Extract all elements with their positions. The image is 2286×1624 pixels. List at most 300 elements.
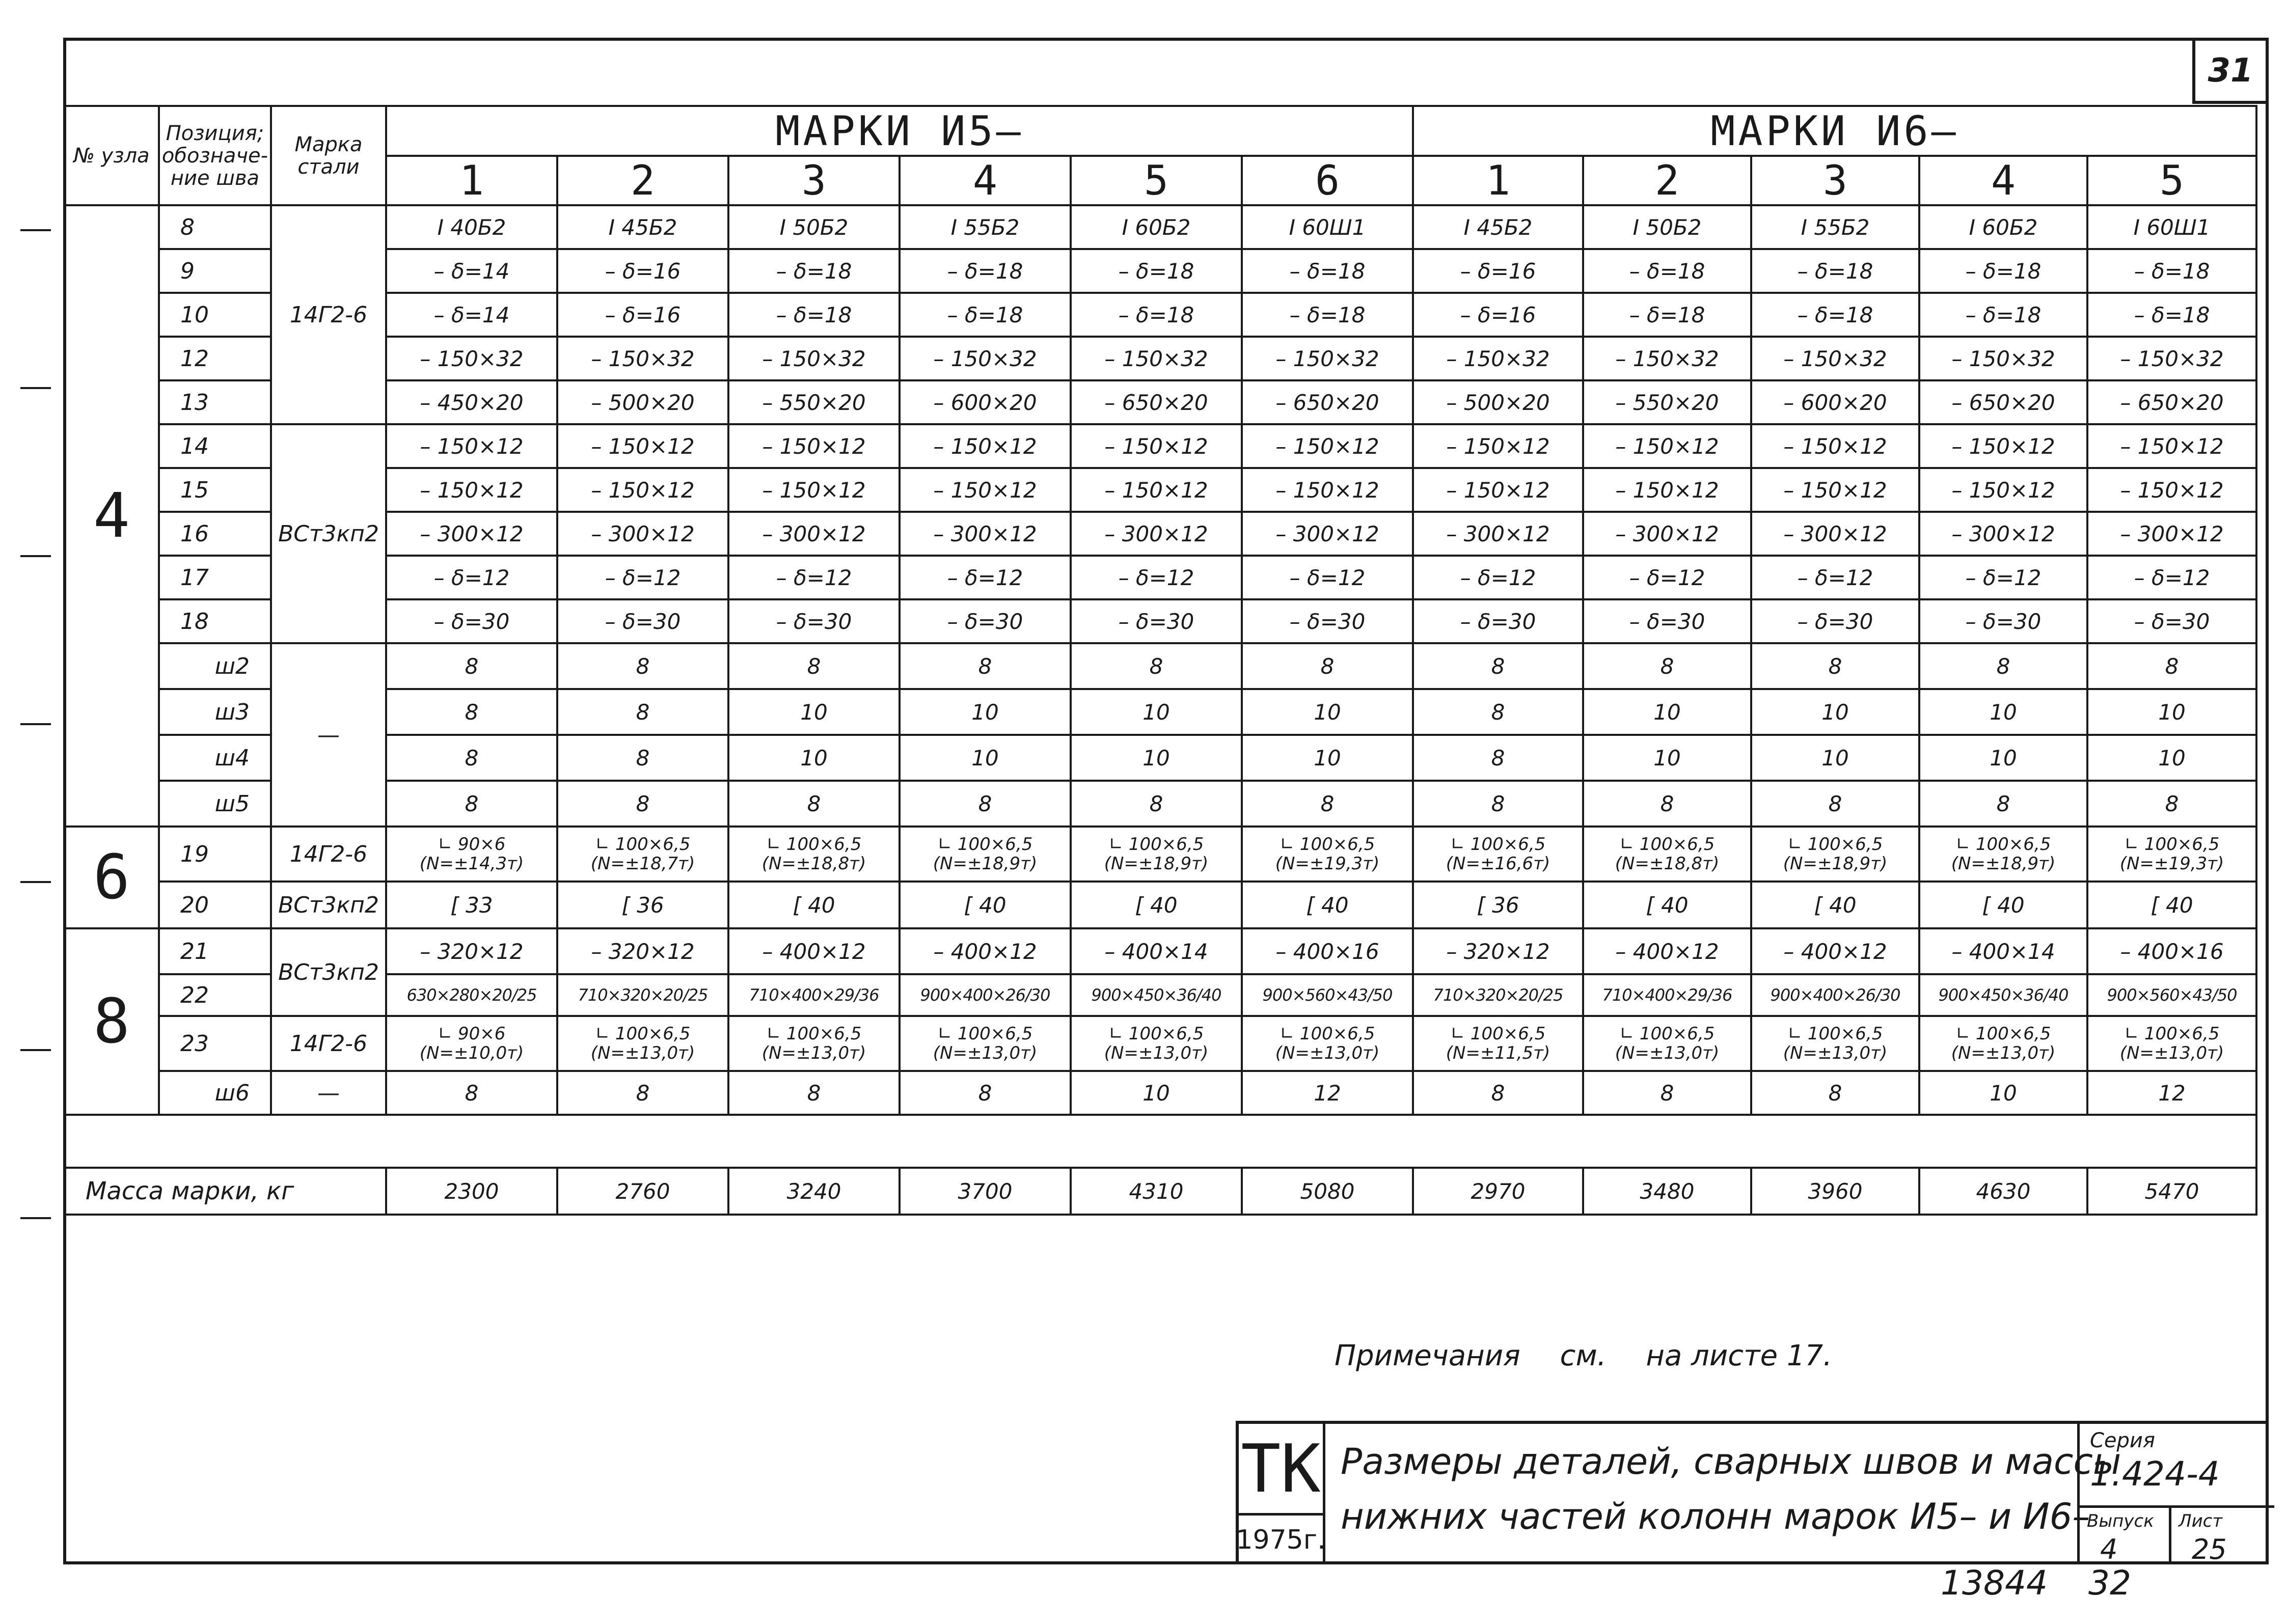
value-cell: – 150×32 bbox=[900, 337, 1071, 380]
value-cell: 710×400×29/36 bbox=[728, 974, 900, 1016]
value-cell: – 150×32 bbox=[1242, 337, 1413, 380]
value-cell: – δ=30 bbox=[557, 599, 728, 643]
mass-label: Масса марки, кг bbox=[64, 1168, 386, 1215]
value-cell: – 150×32 bbox=[728, 337, 900, 380]
value-cell: – 150×12 bbox=[1751, 424, 1919, 468]
node-number: 4 bbox=[64, 205, 159, 827]
value-cell: – 300×12 bbox=[1242, 512, 1413, 556]
value-cell: – δ=12 bbox=[557, 556, 728, 599]
value-cell: – 150×32 bbox=[1583, 337, 1751, 380]
value-cell: – 300×12 bbox=[1751, 512, 1919, 556]
value-cell: – 300×12 bbox=[2087, 512, 2256, 556]
value-cell: – 320×12 bbox=[1413, 928, 1583, 974]
value-cell: – 150×12 bbox=[386, 424, 557, 468]
value-cell: 900×400×26/30 bbox=[900, 974, 1071, 1016]
value-cell: ∟ 100×6,5 (N=±13,0т) bbox=[1919, 1016, 2087, 1071]
value-cell: 10 bbox=[1242, 689, 1413, 735]
position-cell: ш3 bbox=[159, 689, 271, 735]
value-cell: – 150×12 bbox=[728, 424, 900, 468]
value-cell: – 150×32 bbox=[557, 337, 728, 380]
value-cell: – 150×12 bbox=[900, 468, 1071, 512]
value-cell: 8 bbox=[1242, 781, 1413, 827]
value-cell: – δ=12 bbox=[1242, 556, 1413, 599]
steel-grade-cell: ВСт3кп2 bbox=[271, 928, 386, 1016]
value-cell: 8 bbox=[1413, 1071, 1583, 1115]
mass-value: 4630 bbox=[1919, 1168, 2087, 1215]
table-row bbox=[64, 882, 2256, 928]
title-line-1: Размеры деталей, сварных швов и массы bbox=[1341, 1441, 2121, 1482]
value-cell: 900×560×43/50 bbox=[2087, 974, 2256, 1016]
value-cell: 900×450×36/40 bbox=[1919, 974, 2087, 1016]
position-cell: ш2 bbox=[159, 643, 271, 689]
value-cell: ∟ 90×6 (N=±10,0т) bbox=[386, 1016, 557, 1071]
value-cell: 900×560×43/50 bbox=[1242, 974, 1413, 1016]
value-cell: 8 bbox=[1751, 781, 1919, 827]
value-cell: 8 bbox=[2087, 781, 2256, 827]
position-cell: 19 bbox=[159, 827, 271, 882]
margin-tick bbox=[20, 555, 51, 563]
value-cell: I 60Ш1 bbox=[2087, 205, 2256, 249]
series-value: 1.424-4 bbox=[2090, 1454, 2220, 1494]
hdr-col: 1 bbox=[386, 156, 557, 205]
mass-value: 2970 bbox=[1413, 1168, 1583, 1215]
value-cell: – δ=16 bbox=[1413, 293, 1583, 337]
value-cell: – δ=18 bbox=[1242, 249, 1413, 293]
value-cell: ∟ 100×6,5 (N=±13,0т) bbox=[1071, 1016, 1242, 1071]
value-cell: – δ=14 bbox=[386, 293, 557, 337]
spec-table bbox=[63, 105, 2257, 1216]
hdr-position: Позиция; обозначе- ние шва bbox=[159, 106, 271, 205]
value-cell: ∟ 100×6,5 (N=±13,0т) bbox=[728, 1016, 900, 1071]
position-cell: 15 bbox=[159, 468, 271, 512]
value-cell: – 400×14 bbox=[1071, 928, 1242, 974]
node-number: 6 bbox=[64, 827, 159, 928]
value-cell: – 300×12 bbox=[728, 512, 900, 556]
hdr-col: 3 bbox=[728, 156, 900, 205]
value-cell: ∟ 100×6,5 (N=±18,7т) bbox=[557, 827, 728, 882]
value-cell: 10 bbox=[900, 735, 1071, 781]
value-cell: – 300×12 bbox=[1413, 512, 1583, 556]
value-cell: [ 36 bbox=[1413, 882, 1583, 928]
steel-grade-cell: 14Г2-6 bbox=[271, 1016, 386, 1071]
table-row bbox=[64, 249, 2256, 293]
value-cell: – 650×20 bbox=[1919, 380, 2087, 424]
value-cell: ∟ 100×6,5 (N=±13,0т) bbox=[900, 1016, 1071, 1071]
value-cell: ∟ 100×6,5 (N=±18,8т) bbox=[728, 827, 900, 882]
value-cell: I 60Ш1 bbox=[1242, 205, 1413, 249]
value-cell: – 150×12 bbox=[1583, 424, 1751, 468]
value-cell: – δ=12 bbox=[1413, 556, 1583, 599]
value-cell: 8 bbox=[1413, 689, 1583, 735]
position-cell: 14 bbox=[159, 424, 271, 468]
margin-tick bbox=[20, 387, 51, 395]
value-cell: 8 bbox=[1583, 1071, 1751, 1115]
sheet-number: 31 bbox=[2192, 38, 2269, 104]
value-cell: ∟ 100×6,5 (N=±13,0т) bbox=[2087, 1016, 2256, 1071]
value-cell: – δ=30 bbox=[728, 599, 900, 643]
value-cell: – 150×12 bbox=[2087, 468, 2256, 512]
value-cell: – δ=16 bbox=[557, 249, 728, 293]
position-cell: 18 bbox=[159, 599, 271, 643]
value-cell: 8 bbox=[1413, 735, 1583, 781]
value-cell: – δ=18 bbox=[1071, 293, 1242, 337]
value-cell: 10 bbox=[728, 735, 900, 781]
value-cell: 8 bbox=[386, 643, 557, 689]
value-cell: ∟ 100×6,5 (N=±13,0т) bbox=[1242, 1016, 1413, 1071]
value-cell: – δ=18 bbox=[1583, 293, 1751, 337]
value-cell: – 150×12 bbox=[557, 424, 728, 468]
value-cell: – 150×12 bbox=[1751, 468, 1919, 512]
mass-value: 2300 bbox=[386, 1168, 557, 1215]
value-cell: – δ=18 bbox=[728, 249, 900, 293]
position-cell: 10 bbox=[159, 293, 271, 337]
value-cell: 8 bbox=[386, 735, 557, 781]
sheet-value: 25 bbox=[2192, 1533, 2227, 1565]
value-cell: – δ=30 bbox=[1413, 599, 1583, 643]
value-cell: – δ=18 bbox=[2087, 293, 2256, 337]
value-cell: – 500×20 bbox=[557, 380, 728, 424]
value-cell: – 150×12 bbox=[1583, 468, 1751, 512]
issue-value: 4 bbox=[2100, 1533, 2118, 1565]
value-cell: – δ=30 bbox=[1071, 599, 1242, 643]
value-cell: 10 bbox=[1751, 735, 1919, 781]
table-row bbox=[64, 556, 2256, 599]
steel-grade-cell: — bbox=[271, 1071, 386, 1115]
value-cell: 10 bbox=[1919, 1071, 2087, 1115]
position-cell: 21 bbox=[159, 928, 271, 974]
series-box bbox=[2077, 1424, 2272, 1564]
value-cell: – 650×20 bbox=[2087, 380, 2256, 424]
note-word2: см. bbox=[1560, 1339, 1607, 1372]
value-cell: – 650×20 bbox=[1071, 380, 1242, 424]
mass-value: 3960 bbox=[1751, 1168, 1919, 1215]
value-cell: 8 bbox=[1919, 643, 2087, 689]
value-cell: – 150×12 bbox=[900, 424, 1071, 468]
hdr-group-i6: МАРКИ И6— bbox=[1413, 106, 2256, 156]
table-row bbox=[64, 827, 2256, 882]
value-cell: 710×320×20/25 bbox=[557, 974, 728, 1016]
position-cell: 9 bbox=[159, 249, 271, 293]
value-cell: 10 bbox=[1583, 735, 1751, 781]
value-cell: – δ=18 bbox=[2087, 249, 2256, 293]
table-row bbox=[64, 380, 2256, 424]
table-row bbox=[64, 424, 2256, 468]
value-cell: ∟ 100×6,5 (N=±16,6т) bbox=[1413, 827, 1583, 882]
value-cell: I 60Б2 bbox=[1919, 205, 2087, 249]
value-cell: – δ=18 bbox=[728, 293, 900, 337]
value-cell: 10 bbox=[1242, 735, 1413, 781]
title-line-2: нижних частей колонн марок И5– и И6– bbox=[1341, 1496, 2090, 1537]
value-cell: – 550×20 bbox=[1583, 380, 1751, 424]
value-cell: – 320×12 bbox=[386, 928, 557, 974]
value-cell: 12 bbox=[1242, 1071, 1413, 1115]
value-cell: [ 40 bbox=[1919, 882, 2087, 928]
position-cell: 8 bbox=[159, 205, 271, 249]
table-row bbox=[64, 735, 2256, 781]
margin-tick bbox=[20, 881, 51, 889]
value-cell: – δ=14 bbox=[386, 249, 557, 293]
value-cell: – 600×20 bbox=[1751, 380, 1919, 424]
hdr-col: 6 bbox=[1242, 156, 1413, 205]
value-cell: 10 bbox=[2087, 735, 2256, 781]
position-cell: 13 bbox=[159, 380, 271, 424]
value-cell: – 150×32 bbox=[1413, 337, 1583, 380]
value-cell: – 150×32 bbox=[1919, 337, 2087, 380]
value-cell: [ 40 bbox=[728, 882, 900, 928]
value-cell: I 40Б2 bbox=[386, 205, 557, 249]
value-cell: – δ=18 bbox=[1751, 293, 1919, 337]
value-cell: – 650×20 bbox=[1242, 380, 1413, 424]
value-cell: 12 bbox=[2087, 1071, 2256, 1115]
value-cell: 10 bbox=[1751, 689, 1919, 735]
value-cell: – δ=18 bbox=[1919, 293, 2087, 337]
value-cell: 710×400×29/36 bbox=[1583, 974, 1751, 1016]
value-cell: 10 bbox=[900, 689, 1071, 735]
mass-value: 3240 bbox=[728, 1168, 900, 1215]
value-cell: – 600×20 bbox=[900, 380, 1071, 424]
value-cell: – 150×32 bbox=[1071, 337, 1242, 380]
steel-grade-cell: ВСт3кп2 bbox=[271, 424, 386, 643]
value-cell: 8 bbox=[2087, 643, 2256, 689]
value-cell: – δ=18 bbox=[1071, 249, 1242, 293]
node-number: 8 bbox=[64, 928, 159, 1115]
page-number: 32 bbox=[2088, 1563, 2131, 1603]
table-row bbox=[64, 337, 2256, 380]
position-cell: ш4 bbox=[159, 735, 271, 781]
value-cell: – δ=30 bbox=[1919, 599, 2087, 643]
table-row bbox=[64, 293, 2256, 337]
value-cell: 8 bbox=[1583, 643, 1751, 689]
series-label: Серия bbox=[2090, 1429, 2155, 1452]
value-cell: – δ=30 bbox=[1242, 599, 1413, 643]
value-cell: 10 bbox=[1071, 735, 1242, 781]
value-cell: 8 bbox=[1751, 643, 1919, 689]
value-cell: – δ=12 bbox=[1919, 556, 2087, 599]
value-cell: – 300×12 bbox=[1583, 512, 1751, 556]
value-cell: 8 bbox=[900, 1071, 1071, 1115]
value-cell: [ 40 bbox=[2087, 882, 2256, 928]
value-cell: – 150×12 bbox=[1242, 424, 1413, 468]
margin-tick bbox=[20, 723, 51, 731]
value-cell: – 300×12 bbox=[557, 512, 728, 556]
value-cell: 8 bbox=[557, 781, 728, 827]
value-cell: I 50Б2 bbox=[728, 205, 900, 249]
value-cell: 8 bbox=[728, 781, 900, 827]
value-cell: – 150×12 bbox=[1071, 468, 1242, 512]
value-cell: ∟ 100×6,5 (N=±18,9т) bbox=[1919, 827, 2087, 882]
value-cell: 8 bbox=[728, 643, 900, 689]
table-row bbox=[64, 599, 2256, 643]
value-cell: I 55Б2 bbox=[1751, 205, 1919, 249]
table-row bbox=[64, 689, 2256, 735]
value-cell: – δ=12 bbox=[900, 556, 1071, 599]
value-cell: – 550×20 bbox=[728, 380, 900, 424]
value-cell: – 400×16 bbox=[2087, 928, 2256, 974]
position-cell: ш5 bbox=[159, 781, 271, 827]
sheet-box bbox=[2171, 1505, 2274, 1564]
position-cell: 20 bbox=[159, 882, 271, 928]
value-cell: 8 bbox=[557, 735, 728, 781]
value-cell: – δ=30 bbox=[2087, 599, 2256, 643]
value-cell: 8 bbox=[1413, 781, 1583, 827]
position-cell: ш6 bbox=[159, 1071, 271, 1115]
value-cell: I 45Б2 bbox=[557, 205, 728, 249]
value-cell: – δ=18 bbox=[900, 293, 1071, 337]
value-cell: – δ=16 bbox=[1413, 249, 1583, 293]
steel-grade-cell: — bbox=[271, 643, 386, 827]
value-cell: – δ=30 bbox=[386, 599, 557, 643]
value-cell: [ 33 bbox=[386, 882, 557, 928]
value-cell: 10 bbox=[1919, 735, 2087, 781]
value-cell: – 150×32 bbox=[386, 337, 557, 380]
value-cell: 10 bbox=[728, 689, 900, 735]
value-cell: – 400×12 bbox=[1751, 928, 1919, 974]
value-cell: 8 bbox=[1751, 1071, 1919, 1115]
value-cell: 8 bbox=[1071, 643, 1242, 689]
mass-value: 5470 bbox=[2087, 1168, 2256, 1215]
value-cell: 710×320×20/25 bbox=[1413, 974, 1583, 1016]
value-cell: – δ=18 bbox=[900, 249, 1071, 293]
value-cell: – 150×12 bbox=[1919, 424, 2087, 468]
note bbox=[1335, 1339, 1863, 1372]
value-cell: – δ=12 bbox=[1751, 556, 1919, 599]
value-cell: – 150×12 bbox=[386, 468, 557, 512]
value-cell: I 50Б2 bbox=[1583, 205, 1751, 249]
value-cell: [ 40 bbox=[1071, 882, 1242, 928]
hdr-group-i5: МАРКИ И5— bbox=[386, 106, 1413, 156]
hdr-col: 4 bbox=[900, 156, 1071, 205]
value-cell: ∟ 100×6,5 (N=±19,3т) bbox=[1242, 827, 1413, 882]
value-cell: 900×400×26/30 bbox=[1751, 974, 1919, 1016]
inventory-number: 13844 bbox=[1941, 1563, 2048, 1603]
value-cell: 8 bbox=[1413, 643, 1583, 689]
position-cell: 22 bbox=[159, 974, 271, 1016]
value-cell: ∟ 100×6,5 (N=±11,5т) bbox=[1413, 1016, 1583, 1071]
value-cell: 10 bbox=[1071, 1071, 1242, 1115]
value-cell: ∟ 100×6,5 (N=±18,9т) bbox=[1071, 827, 1242, 882]
hdr-col: 4 bbox=[1919, 156, 2087, 205]
value-cell: [ 40 bbox=[1583, 882, 1751, 928]
value-cell: ∟ 100×6,5 (N=±13,0т) bbox=[557, 1016, 728, 1071]
value-cell: 8 bbox=[557, 1071, 728, 1115]
note-word3: на листе 17. bbox=[1646, 1339, 1832, 1372]
value-cell: – 300×12 bbox=[900, 512, 1071, 556]
mass-value: 2760 bbox=[557, 1168, 728, 1215]
value-cell: – δ=30 bbox=[1583, 599, 1751, 643]
value-cell: – 400×14 bbox=[1919, 928, 2087, 974]
value-cell: – 450×20 bbox=[386, 380, 557, 424]
position-cell: 12 bbox=[159, 337, 271, 380]
value-cell: – 500×20 bbox=[1413, 380, 1583, 424]
value-cell: – 150×32 bbox=[1751, 337, 1919, 380]
value-cell: – δ=16 bbox=[557, 293, 728, 337]
value-cell: – 400×16 bbox=[1242, 928, 1413, 974]
value-cell: 8 bbox=[1919, 781, 2087, 827]
value-cell: – 150×12 bbox=[557, 468, 728, 512]
value-cell: – 150×12 bbox=[1413, 424, 1583, 468]
value-cell: – δ=30 bbox=[900, 599, 1071, 643]
value-cell: 8 bbox=[1071, 781, 1242, 827]
value-cell: – 150×32 bbox=[2087, 337, 2256, 380]
hdr-col: 5 bbox=[2087, 156, 2256, 205]
hdr-col: 2 bbox=[1583, 156, 1751, 205]
value-cell: 8 bbox=[557, 643, 728, 689]
value-cell: [ 40 bbox=[1242, 882, 1413, 928]
value-cell: [ 36 bbox=[557, 882, 728, 928]
mass-value: 3480 bbox=[1583, 1168, 1751, 1215]
table-row bbox=[64, 468, 2256, 512]
title-block bbox=[1236, 1421, 2269, 1564]
mass-value: 4310 bbox=[1071, 1168, 1242, 1215]
value-cell: ∟ 100×6,5 (N=±19,3т) bbox=[2087, 827, 2256, 882]
mass-value: 5080 bbox=[1242, 1168, 1413, 1215]
value-cell: – 150×12 bbox=[1413, 468, 1583, 512]
table-row bbox=[64, 1016, 2256, 1071]
value-cell: – 320×12 bbox=[557, 928, 728, 974]
value-cell: 8 bbox=[1242, 643, 1413, 689]
value-cell: 10 bbox=[1919, 689, 2087, 735]
value-cell: – 300×12 bbox=[386, 512, 557, 556]
value-cell: – 400×12 bbox=[728, 928, 900, 974]
position-cell: 23 bbox=[159, 1016, 271, 1071]
mass-value: 3700 bbox=[900, 1168, 1071, 1215]
value-cell: ∟ 90×6 (N=±14,3т) bbox=[386, 827, 557, 882]
table-row bbox=[64, 643, 2256, 689]
value-cell: – 400×12 bbox=[900, 928, 1071, 974]
steel-grade-cell: 14Г2-6 bbox=[271, 205, 386, 424]
hdr-col: 1 bbox=[1413, 156, 1583, 205]
value-cell: – δ=30 bbox=[1751, 599, 1919, 643]
value-cell: 10 bbox=[1583, 689, 1751, 735]
value-cell: 630×280×20/25 bbox=[386, 974, 557, 1016]
issue-label: Выпуск bbox=[2087, 1511, 2154, 1531]
value-cell: 8 bbox=[386, 781, 557, 827]
margin-tick bbox=[20, 1217, 51, 1225]
value-cell: ∟ 100×6,5 (N=±18,8т) bbox=[1583, 827, 1751, 882]
margin-tick bbox=[20, 1049, 51, 1057]
position-cell: 17 bbox=[159, 556, 271, 599]
value-cell: – 300×12 bbox=[1919, 512, 2087, 556]
value-cell: – 150×12 bbox=[1242, 468, 1413, 512]
value-cell: – δ=12 bbox=[1583, 556, 1751, 599]
hdr-col: 2 bbox=[557, 156, 728, 205]
value-cell: I 45Б2 bbox=[1413, 205, 1583, 249]
year: 1975г. bbox=[1239, 1516, 1325, 1564]
value-cell: 8 bbox=[386, 689, 557, 735]
note-word1: Примечания bbox=[1335, 1339, 1520, 1372]
value-cell: – δ=12 bbox=[2087, 556, 2256, 599]
value-cell: – 150×12 bbox=[1919, 468, 2087, 512]
sheet-label: Лист bbox=[2179, 1511, 2223, 1531]
hdr-col: 5 bbox=[1071, 156, 1242, 205]
hdr-node: № узла bbox=[64, 106, 159, 205]
value-cell: I 55Б2 bbox=[900, 205, 1071, 249]
table-row bbox=[64, 512, 2256, 556]
value-cell: 8 bbox=[386, 1071, 557, 1115]
value-cell: 8 bbox=[900, 781, 1071, 827]
value-cell: – 150×12 bbox=[728, 468, 900, 512]
value-cell: 900×450×36/40 bbox=[1071, 974, 1242, 1016]
value-cell: 8 bbox=[728, 1071, 900, 1115]
value-cell: – δ=18 bbox=[1751, 249, 1919, 293]
value-cell: 10 bbox=[1071, 689, 1242, 735]
value-cell: – δ=18 bbox=[1583, 249, 1751, 293]
org-mark: ТК bbox=[1239, 1424, 1325, 1516]
table-row bbox=[64, 974, 2256, 1016]
margin-tick bbox=[20, 229, 51, 237]
steel-grade-cell: ВСт3кп2 bbox=[271, 882, 386, 928]
value-cell: [ 40 bbox=[900, 882, 1071, 928]
